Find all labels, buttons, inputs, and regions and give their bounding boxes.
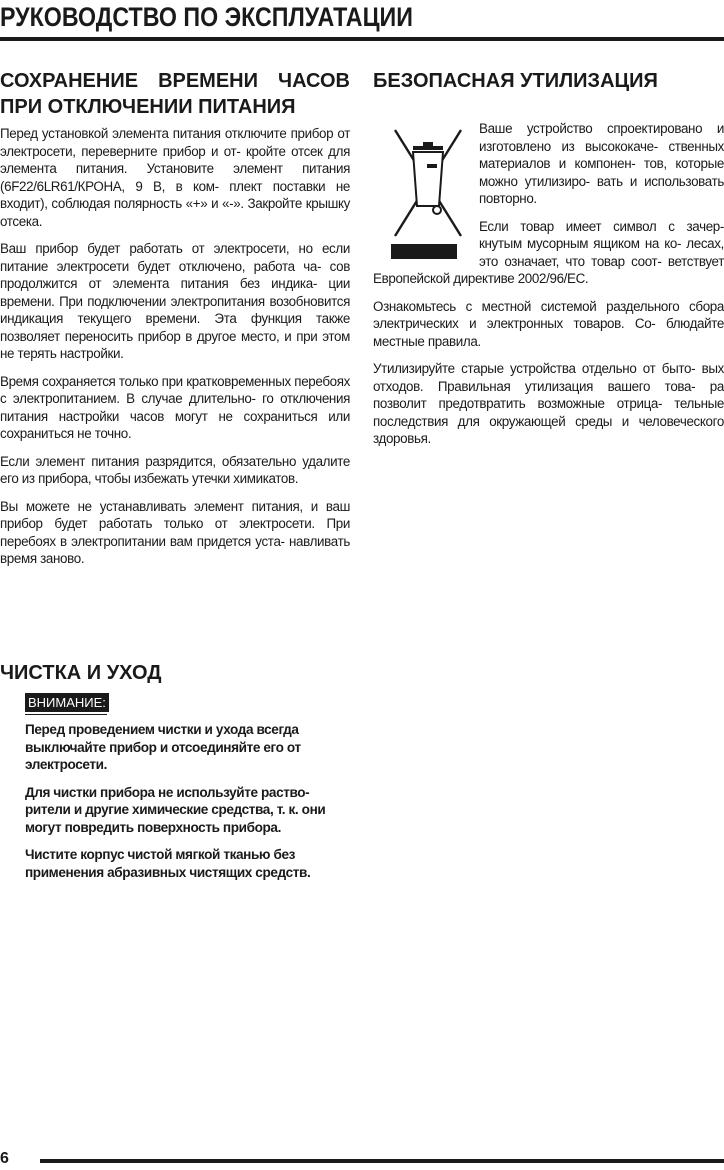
- paragraph: Время сохраняется только при кратковременных перебоях с электропитанием. В случае длительно- го отключения питания настройки часов могут не сохраниться или сохраниться не точно.: [0, 373, 350, 441]
- paragraph: Ваше устройство спроектировано и изготовлено из высококаче- ственных материалов и компонен- тов, которые можно утилизиро- вать и использовать повторно.: [479, 121, 724, 206]
- wheelie-bin-graphic: [391, 124, 469, 244]
- section-title-time-backup-line1: [0, 68, 350, 94]
- title-word: СОХРАНЕНИЕ: [0, 70, 139, 92]
- disposal-body: [373, 120, 724, 448]
- paragraph: Ознакомьтесь с местной системой раздельного сбора электрических и электронных товаров. Со- блюдайте местные правила.: [373, 298, 724, 349]
- paragraph: Ваш прибор будет работать от электросети, но если питание электросети будет отключено, работа ча- сов продолжится от элемента питания без индика- ции времени. При подключении электропитания возобновится индикация текущего времени. Эта функция также позволяет переносить прибор в другое место, и при этом не терять настройки.: [0, 241, 350, 361]
- paragraph: Если элемент питания разрядится, обязательно удалите его из прибора, чтобы избежать утечки химикатов.: [0, 453, 350, 486]
- warning-underline: [25, 714, 107, 715]
- care-section: [0, 660, 350, 881]
- care-item: Перед проведением чистки и ухода всегда выключайте прибор и отсоединяйте его от электросети.: [25, 722, 301, 772]
- section-title-time-backup-line2: ПРИ ОТКЛЮЧЕНИИ ПИТАНИЯ: [0, 96, 296, 118]
- title-word: ВРЕМЕНИ: [158, 70, 259, 92]
- section-title-care: ЧИСТКА И УХОД: [0, 662, 162, 684]
- paragraph: Утилизируйте старые устройства отдельно от быто- вых отходов. Правильная утилизация вашего това- ра позволит предотвратить возможные отрица- тельные последствия для окружающей среды и человеческого здоровья.: [373, 361, 724, 446]
- weee-black-bar: [391, 244, 457, 259]
- right-column: [373, 68, 724, 448]
- page-number: 6: [0, 1150, 9, 1167]
- footer-rule: [40, 1159, 724, 1163]
- page-title: РУКОВОДСТВО ПО ЭКСПЛУАТАЦИИ: [0, 2, 413, 32]
- paragraph: Вы можете не устанавливать элемент питания, и ваш прибор будет работать только от электросети. При перебоях в электропитании вам придется уста- навливать время заново.: [0, 498, 350, 566]
- care-item: Для чистки прибора не используйте раство- рители и другие химические средства, т. к. они могут повредить поверхность прибора.: [25, 784, 326, 835]
- warning-badge: ВНИМАНИЕ:: [25, 693, 109, 712]
- care-item: Чистите корпус чистой мягкой тканью без применения абразивных чистящих средств.: [25, 847, 311, 880]
- section-title-disposal: БЕЗОПАСНАЯ УТИЛИЗАЦИЯ: [373, 70, 658, 92]
- care-body: [25, 693, 335, 881]
- left-column: [0, 68, 350, 568]
- crossed-out-wheelie-bin-icon: [391, 124, 469, 264]
- header-rule: [0, 37, 724, 41]
- paragraph: Перед установкой элемента питания отключите прибор от электросети, переверните прибор и от- кройте отсек для элемента питания. Установите элемент питания (6F22/6LR61/КРОНА, 9 В, в ком- плект поставки не входит), соблюдая полярность «+» и «-». Закройте крышку отсека.: [0, 126, 350, 229]
- paragraph: Если товар имеет символ с зачер- кнутым мусорным ящиком на ко- лесах, это означает, что товар соот- ветствует Европейской директиве 2002/96/ЕС.: [373, 218, 724, 286]
- title-word: ЧАСОВ: [278, 70, 350, 92]
